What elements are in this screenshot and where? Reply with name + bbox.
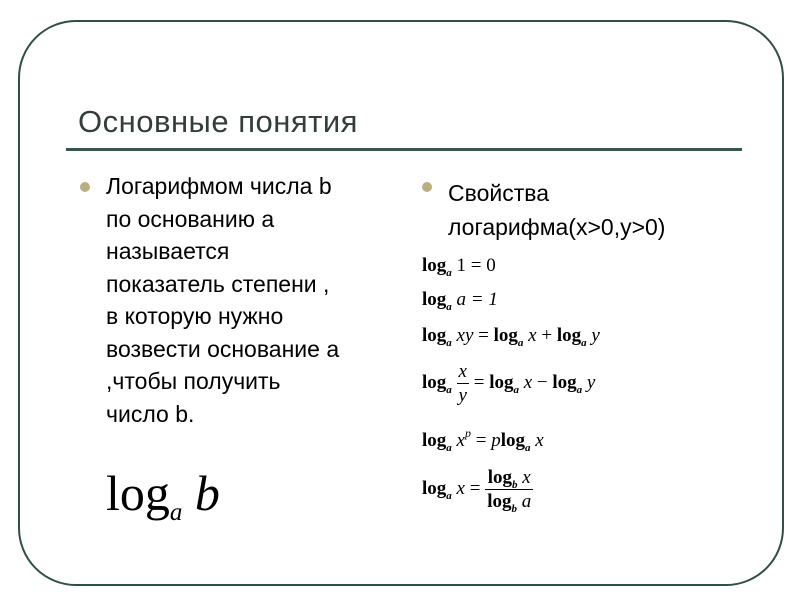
slide-title: Основные понятия	[78, 104, 358, 139]
properties-line: логарифма(x>0,y>0)	[448, 214, 666, 240]
properties-heading	[448, 176, 665, 244]
definition-line: по основанию a	[106, 205, 275, 232]
definition-text	[106, 170, 339, 430]
formula-log-a: $\log_a a = 1$	[422, 289, 498, 313]
formula-log-product: $\log_a$ xy = $\log_a x + \log_a y$	[422, 325, 600, 349]
formula-log-power: $\log_a x^p = plog_a$ x	[422, 426, 544, 454]
formula-log-1: $\log_a 1 = 0$	[422, 255, 496, 279]
definition-line: возвести основание a	[106, 335, 340, 362]
fraction: $\frac{x}{y}$	[458, 361, 467, 406]
definition-line: ,чтобы получить	[106, 368, 281, 394]
fraction: $\frac{\log_b x}{\log_b a}$	[487, 467, 532, 515]
bullet-icon	[80, 182, 90, 192]
definition-line: число b.	[106, 400, 195, 427]
definition-line: показатель степени ,	[106, 270, 330, 297]
definition-line: называется	[106, 238, 230, 264]
log-a-b-formula: $\log_a b$	[106, 465, 220, 526]
properties-line: Свойства	[448, 180, 549, 206]
formula-log-quotient: $\log_a$ $\frac{x}{y}$ = $\log_a x - \log_a y$	[422, 361, 596, 406]
bullet-icon	[422, 182, 432, 192]
definition-line: Логарифмом числа b	[106, 173, 332, 199]
formula-change-of-base: $\log_a x$ = $\frac{\log_b x}{\log_b a}$	[422, 467, 532, 515]
title-divider	[66, 148, 742, 151]
definition-line: в которую нужно	[106, 303, 284, 329]
